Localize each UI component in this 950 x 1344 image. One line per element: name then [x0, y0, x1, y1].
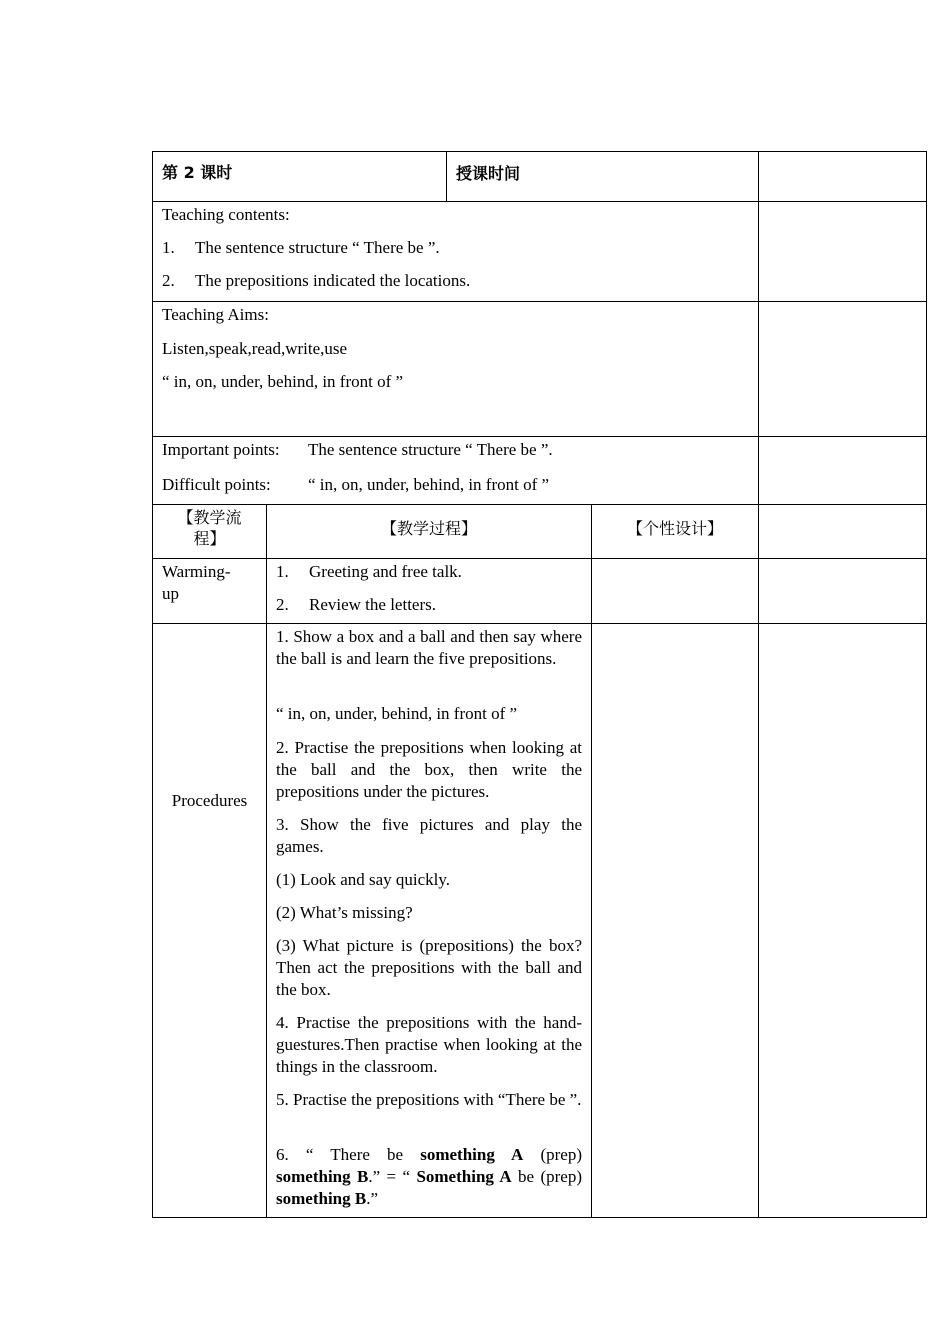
process-header: 【教学过程】 — [380, 519, 477, 538]
aims-title: Teaching Aims: — [162, 305, 269, 324]
step-6-part-c: (prep) — [523, 1145, 582, 1164]
row-divider-points — [152, 504, 927, 505]
col-divider-process — [591, 504, 592, 1218]
warmup-item-1-text: Greeting and free talk. — [309, 562, 462, 581]
warmup-label-line-2: up — [162, 584, 179, 603]
difficult-points-text: “ in, on, under, behind, in front of ” — [308, 475, 550, 494]
step-6-something-a-cap: Something A — [416, 1167, 512, 1186]
procedure-step-6 — [276, 1144, 582, 1210]
procedure-game-1: (1) Look and say quickly. — [276, 870, 451, 889]
col-divider-flow — [266, 504, 267, 1218]
procedure-step-3: 3. Show the five pictures and play the games. — [276, 815, 582, 856]
contents-item-1-num: 1. — [162, 238, 175, 257]
step-6-something-b-2: something B — [276, 1189, 367, 1208]
procedure-step-1: 1. Show a box and a ball and then say where the ball is and learn the five prepositions. — [276, 627, 582, 668]
important-points-label: Important points: — [162, 440, 280, 459]
aims-line-2: “ in, on, under, behind, in front of ” — [162, 372, 404, 391]
important-points-text: The sentence structure “ There be ”. — [308, 440, 553, 459]
row-divider-header — [152, 201, 927, 202]
warmup-label-line-1: Warming- — [162, 562, 231, 581]
difficult-points-label: Difficult points: — [162, 475, 271, 494]
aims-line-1: Listen,speak,read,write,use — [162, 339, 348, 358]
procedure-step-1-prepositions: “ in, on, under, behind, in front of ” — [276, 704, 518, 723]
table-border-top — [152, 151, 927, 152]
table-border-left — [152, 151, 153, 1218]
procedure-step-2: 2. Practise the prepositions when looking at the ball and the box, then write the prepositions under the pictures. — [276, 738, 582, 801]
contents-item-1-text: The sentence structure “ There be ”. — [195, 238, 440, 257]
step-6-part-g: be (prep) — [511, 1167, 582, 1186]
table-border-right — [926, 151, 927, 1218]
procedure-step-5: 5. Practise the prepositions with “There be ”. — [276, 1090, 582, 1109]
warmup-item-2-num: 2. — [276, 595, 289, 614]
lesson-number: 第 2 课时 — [162, 163, 233, 182]
row-divider-columns — [152, 558, 927, 559]
procedures-label: Procedures — [171, 791, 248, 810]
procedure-game-3: (3) What picture is (prepositions) the box?Then act the prepositions with the ball and the box. — [276, 936, 582, 999]
step-6-equals: .” = “ — [368, 1167, 417, 1186]
col-divider-header-mid — [446, 151, 447, 202]
design-header: 【个性设计】 — [626, 519, 723, 538]
contents-item-2-num: 2. — [162, 271, 175, 290]
col-divider-main — [758, 151, 759, 1218]
flow-header-line-1: 【教学流 — [177, 508, 242, 527]
warmup-item-2-text: Review the letters. — [309, 595, 436, 614]
table-border-bottom — [152, 1217, 927, 1218]
flow-header-line-2: 程】 — [193, 529, 226, 548]
contents-title: Teaching contents: — [162, 205, 290, 224]
procedure-game-2: (2) What’s missing? — [276, 903, 413, 922]
procedure-step-4: 4. Practise the prepositions with the hand-guestures.Then practise when looking at the things in the classroom. — [276, 1013, 582, 1076]
class-time-label: 授课时间 — [456, 164, 521, 183]
contents-item-2-text: The prepositions indicated the locations. — [195, 271, 471, 290]
step-6-something-b: something B — [276, 1167, 369, 1186]
step-6-part-a: 6. “ There be — [276, 1145, 421, 1164]
row-divider-warmup — [152, 623, 927, 624]
step-6-end: .” — [366, 1189, 379, 1208]
row-divider-contents — [152, 301, 927, 302]
step-6-something-a: something A — [420, 1145, 524, 1164]
row-divider-aims — [152, 436, 927, 437]
warmup-item-1-num: 1. — [276, 562, 289, 581]
